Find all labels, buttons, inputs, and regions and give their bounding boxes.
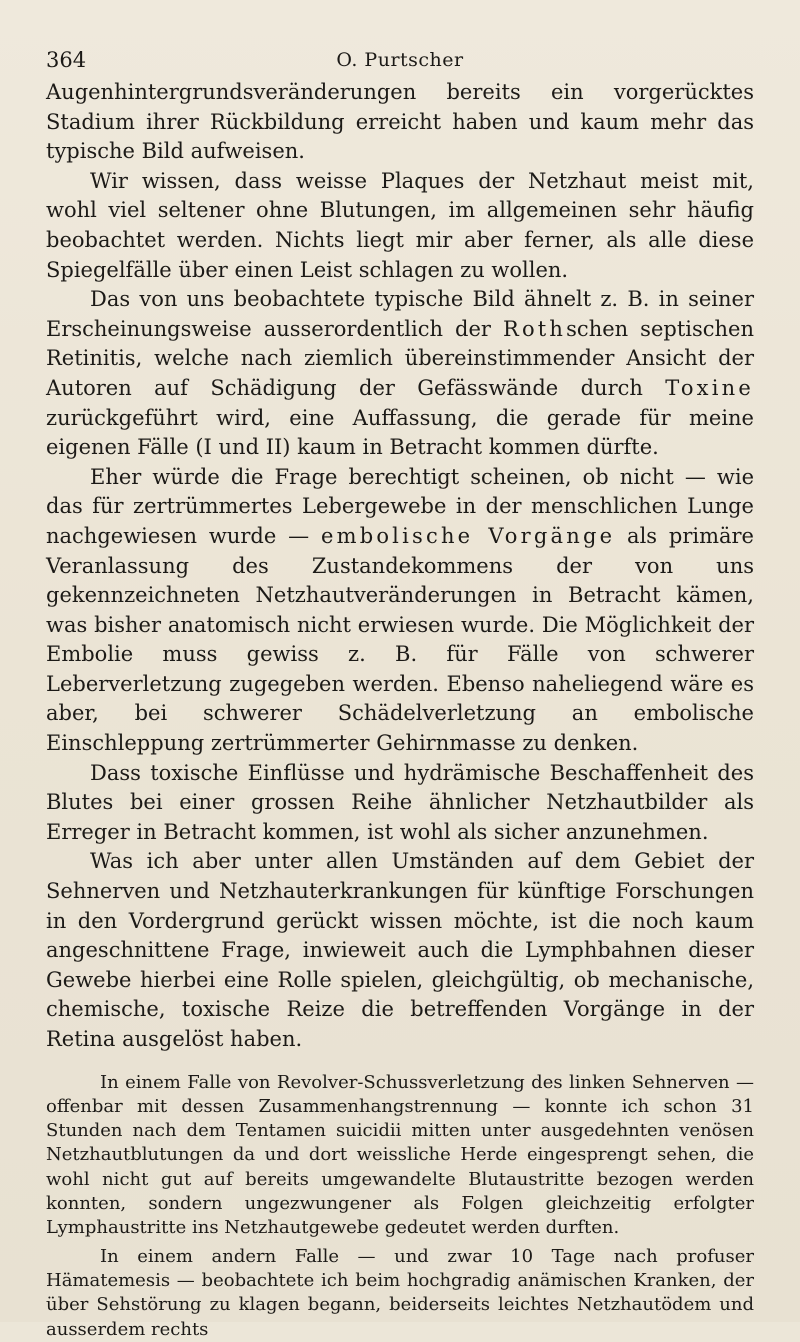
paragraph	[46, 285, 754, 463]
paragraph: Wir wissen, dass weisse Plaques der Netzhaut meist mit, wohl viel seltener ohne Blutungen, im allgemeinen sehr häufig beobachtet werden. Nichts liegt mir aber ferner, als alle diese Spiegelfälle über einen Leist schlagen zu wollen.	[46, 168, 754, 282]
emphasis-spaced: Toxine	[665, 375, 754, 400]
page-number: 364	[46, 48, 87, 72]
emphasis-spaced: embolische Vorgänge	[320, 523, 616, 548]
author-name-spaced: Roth	[502, 316, 567, 341]
paragraph-continuation: Augenhintergrundsveränderungen bereits ein vorgerücktes Stadium ihrer Rückbildung erreicht haben und kaum mehr das typische Bild aufweisen.	[46, 80, 754, 164]
text-run: Das von uns beobachtete typische Bild ähnelt z. B. in seiner Erscheinungsweise ausserordentlich der	[46, 287, 754, 341]
main-text	[46, 78, 754, 1055]
paragraph: Was ich aber unter allen Umständen auf dem Gebiet der Sehnerven und Netzhauterkrankungen für künftige Forschungen in den Vordergrund gerückt wissen möchte, ist die noch kaum angeschnittene Frage, inwieweit auch die Lymphbahnen dieser Gewebe hierbei eine Rolle spielen, gleichgültig, ob mechanische, chemische, toxische Reize die betreffenden Vorgänge in der Retina ausgelöst haben.	[46, 849, 754, 1051]
paragraph	[46, 463, 754, 759]
text-run: schen septischen Retinitis, welche nach ziemlich übereinstimmender Ansicht der Autoren auf Schädigung der Gefässwände durch	[46, 316, 754, 400]
footnote-paragraph: In einem Falle von Revolver-Schussverletzung des linken Sehnerven — offenbar mit dessen Zusammenhangstrennung — konnte ich schon 31 Stunden nach dem Tentamen suicidii mitten unter ausgedehnten venösen Netzhautblutungen da und dort weissliche Herde eingesprengt sehen, die wohl nicht gut auf bereits umgewandelte Blutaustritte bezogen werden konnten, sondern ungezwungener als Folgen gleichzeitig erfolgter Lymphaustritte ins Netzhautgewebe gedeutet werden durften.	[46, 1071, 754, 1239]
running-title: O. Purtscher	[336, 49, 464, 71]
footnote-paragraph: In einem andern Falle — und zwar 10 Tage nach profuser Hämatemesis — beobachtete ich beim hochgradig anämischen Kranken, der über Sehstörung zu klagen begann, beiderseits leichtes Netzhautödem und ausserdem rechts	[46, 1245, 754, 1340]
text-run: Eher würde die Frage berechtigt scheinen, ob nicht — wie das für zertrümmertes Lebergewebe in der menschlichen Lunge nachgewiesen wurde —	[46, 464, 754, 548]
running-head	[46, 42, 754, 78]
text-run: zurückgeführt wird, eine Auffassung, die gerade für meine eigenen Fälle (I und II) kaum in Betracht kommen dürfte.	[46, 405, 754, 460]
text-run: als primäre Veranlassung des Zustandekommens der von uns gekennzeichneten Netzhautveränderungen in Betracht kämen, was bisher anatomisch nicht erwiesen wurde. Die Möglichkeit der Embolie muss gewiss z. B. für Fälle von schwerer Leberverletzung zugegeben werden. Ebenso naheliegend wäre es aber, bei schwerer Schädelverletzung an embolische Einschleppung zertrümmerter Gehirnmasse zu denken.	[46, 523, 754, 756]
paragraph: Dass toxische Einflüsse und hydrämische Beschaffenheit des Blutes bei einer grossen Reihe ähnlicher Netzhautbilder als Erreger in Betracht kommen, ist wohl als sicher anzunehmen.	[46, 760, 754, 844]
footnotes	[46, 1071, 754, 1342]
